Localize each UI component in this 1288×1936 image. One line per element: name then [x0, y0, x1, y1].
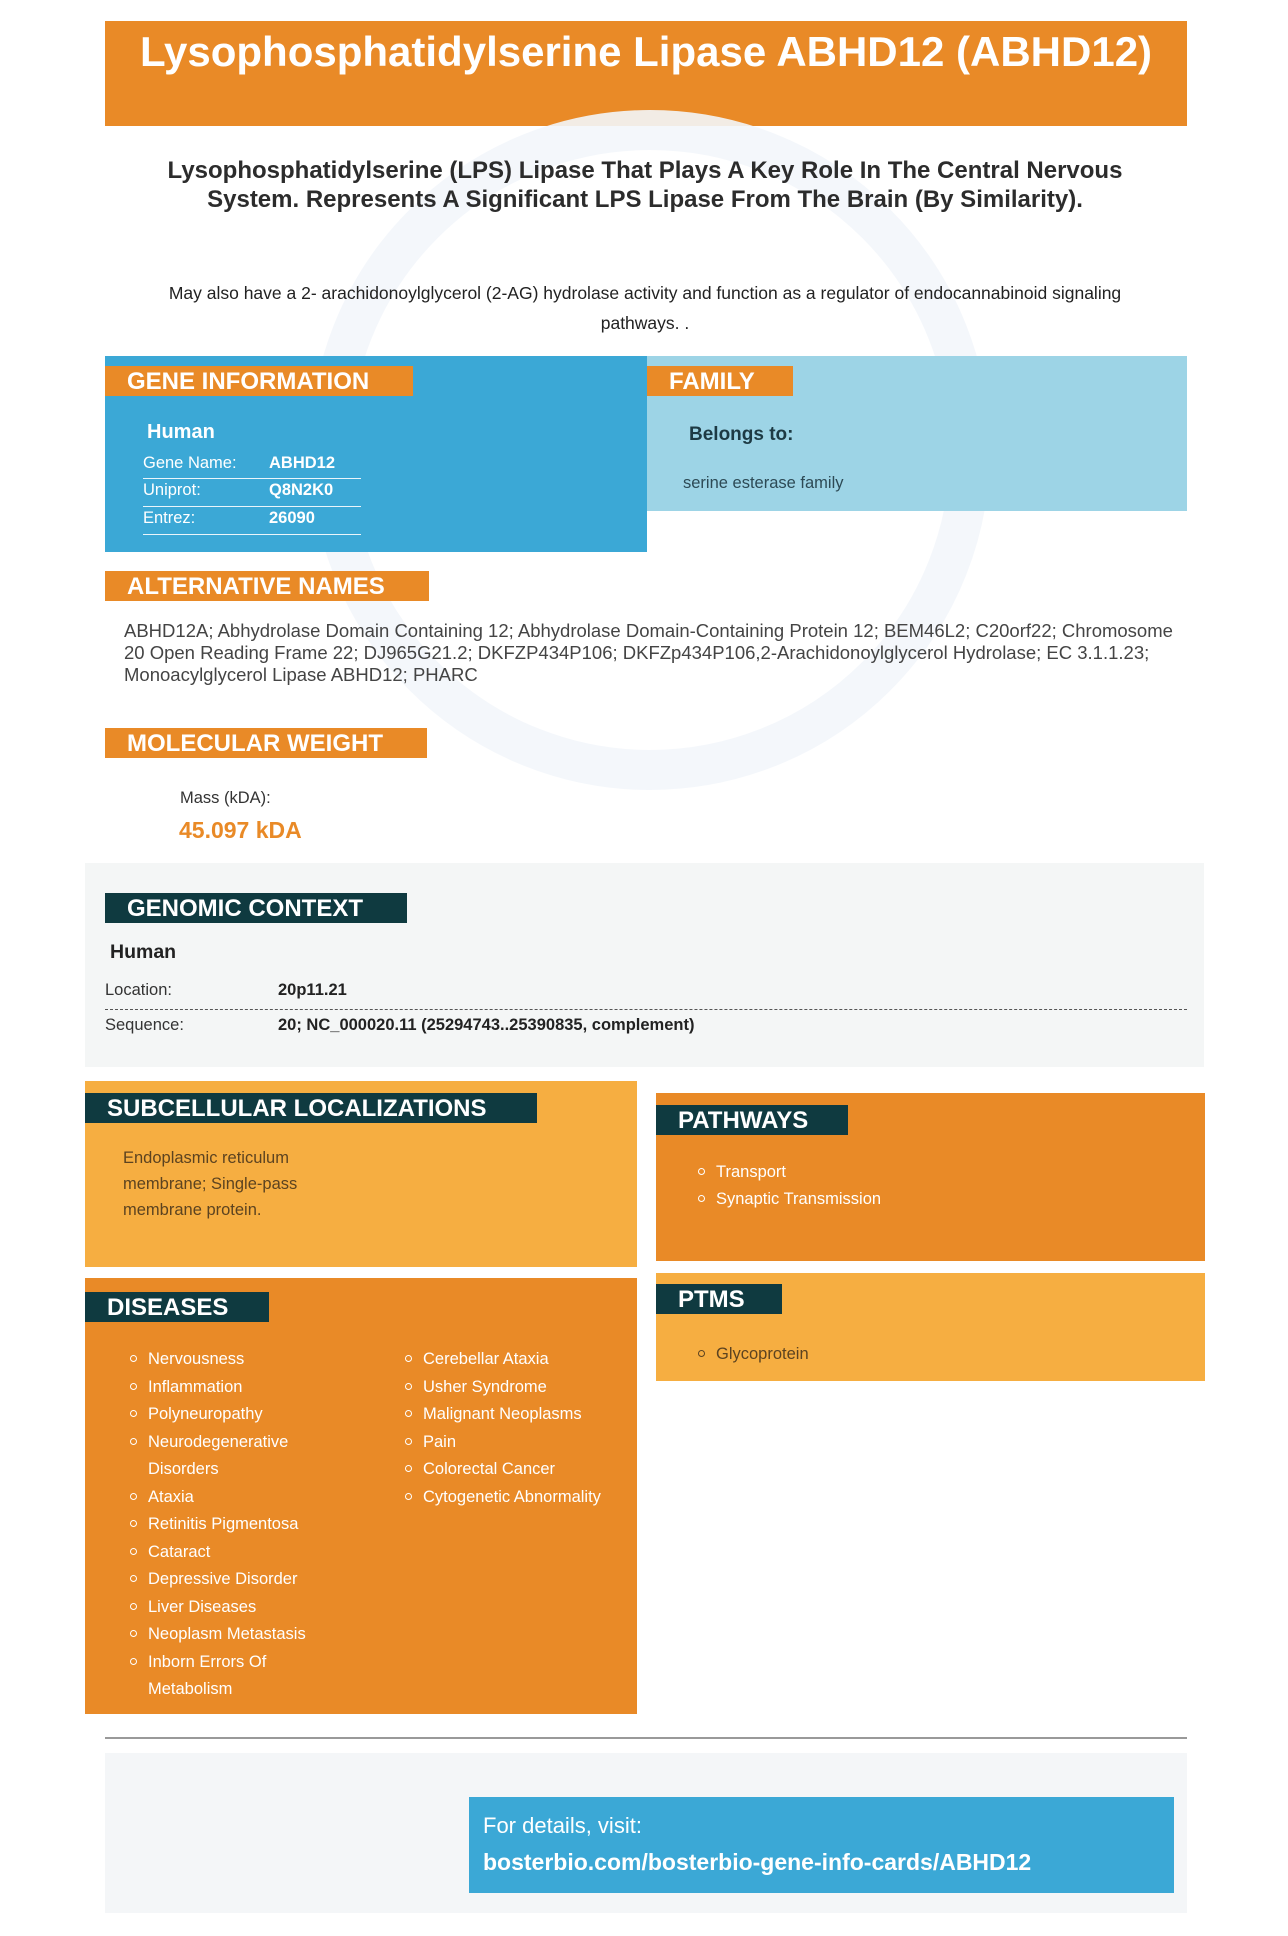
sequence-value: 20; NC_000020.11 (25294743..25390835, complement)	[278, 1016, 695, 1034]
subcellular-heading: SUBCELLULAR LOCALIZATIONS	[85, 1093, 537, 1123]
list-item: Nervousness	[130, 1346, 350, 1374]
molecular-weight-heading: MOLECULAR WEIGHT	[105, 728, 427, 758]
diseases-heading: DISEASES	[85, 1292, 269, 1322]
location-label: Location:	[105, 981, 172, 999]
list-item: Synaptic Transmission	[698, 1186, 881, 1213]
list-item: Liver Diseases	[130, 1594, 350, 1622]
divider	[105, 1009, 1187, 1010]
protein-summary: Lysophosphatidylserine (LPS) Lipase That Plays A Key Role In The Central Nervous System. Represents A Significant LPS Lipase From The Brain (By Similarity).	[167, 157, 1123, 213]
divider	[143, 506, 361, 507]
gene-information-panel	[105, 356, 647, 552]
family-panel	[647, 356, 1187, 511]
family-value: serine esterase family	[683, 474, 844, 492]
diseases-panel	[85, 1278, 637, 1714]
divider	[143, 534, 361, 535]
list-item: Cataract	[130, 1539, 350, 1567]
ptms-list	[698, 1341, 809, 1368]
list-item: Inflammation	[130, 1374, 350, 1402]
alternative-names-heading: ALTERNATIVE NAMES	[105, 571, 429, 601]
list-item: Usher Syndrome	[405, 1374, 635, 1402]
list-item: Retinitis Pigmentosa	[130, 1511, 350, 1539]
diseases-list-right	[405, 1346, 635, 1511]
list-item: Inborn Errors Of Metabolism	[130, 1649, 350, 1704]
list-item: Transport	[698, 1159, 881, 1186]
subcellular-panel	[85, 1081, 637, 1267]
entrez-row: Entrez: 26090	[143, 509, 315, 527]
pathways-panel	[656, 1093, 1205, 1261]
list-item: Polyneuropathy	[130, 1401, 350, 1429]
list-item: Cytogenetic Abnormality	[405, 1484, 635, 1512]
footer-divider	[105, 1737, 1187, 1739]
ptms-heading: PTMS	[656, 1284, 782, 1314]
alternative-names-text: ABHD12A; Abhydrolase Domain Containing 12; Abhydrolase Domain-Containing Protein 12; BEM46L2; C20orf22; Chromosome 20 Open Reading Frame 22; DJ965G21.2; DKFZP434P106; DKFZp434P106,2-Arachidonoylglycerol Hydrolase; EC 3.1.1.23; Monoacylglycerol Lipase ABHD12; PHARC	[124, 620, 1173, 685]
list-item: Neoplasm Metastasis	[130, 1621, 350, 1649]
details-link[interactable]: bosterbio.com/bosterbio-gene-info-cards/ABHD12	[483, 1849, 1032, 1875]
uniprot-row: Uniprot: Q8N2K0	[143, 481, 334, 499]
divider	[143, 478, 361, 479]
sequence-label: Sequence:	[105, 1016, 184, 1034]
gene-information-heading: GENE INFORMATION	[105, 366, 413, 396]
details-box	[469, 1797, 1174, 1893]
family-heading: FAMILY	[647, 366, 793, 396]
list-item: Glycoprotein	[698, 1341, 809, 1368]
list-item: Pain	[405, 1429, 635, 1457]
list-item: Cerebellar Ataxia	[405, 1346, 635, 1374]
ptms-panel	[656, 1273, 1205, 1381]
page-title: Lysophosphatidylserine Lipase ABHD12 (ABHD12)	[105, 21, 1187, 126]
details-label: For details, visit:	[483, 1813, 642, 1838]
gene-name-row: Gene Name: ABHD12	[143, 454, 336, 472]
mass-label: Mass (kDA):	[180, 789, 271, 807]
genomic-context-panel	[85, 863, 1204, 1067]
list-item: Colorectal Cancer	[405, 1456, 635, 1484]
pathways-heading: PATHWAYS	[656, 1105, 848, 1135]
diseases-list-left	[130, 1346, 350, 1704]
genomic-species: Human	[110, 941, 177, 963]
footer	[105, 1753, 1187, 1913]
belongs-to-label: Belongs to:	[689, 424, 794, 445]
list-item: Neurodegenerative Disorders	[130, 1429, 350, 1484]
pathways-list	[698, 1159, 881, 1213]
mass-value: 45.097 kDA	[179, 817, 302, 843]
list-item: Depressive Disorder	[130, 1566, 350, 1594]
protein-description: May also have a 2- arachidonoylglycerol (2-AG) hydrolase activity and function as a regulator of endocannabinoid signaling pathways. .	[168, 283, 1122, 333]
genomic-context-heading: GENOMIC CONTEXT	[105, 893, 407, 923]
subcellular-text: Endoplasmic reticulum membrane; Single-pass membrane protein.	[123, 1149, 298, 1219]
list-item: Malignant Neoplasms	[405, 1401, 635, 1429]
location-value: 20p11.21	[278, 981, 347, 999]
gene-species: Human	[147, 421, 215, 443]
list-item: Ataxia	[130, 1484, 350, 1512]
